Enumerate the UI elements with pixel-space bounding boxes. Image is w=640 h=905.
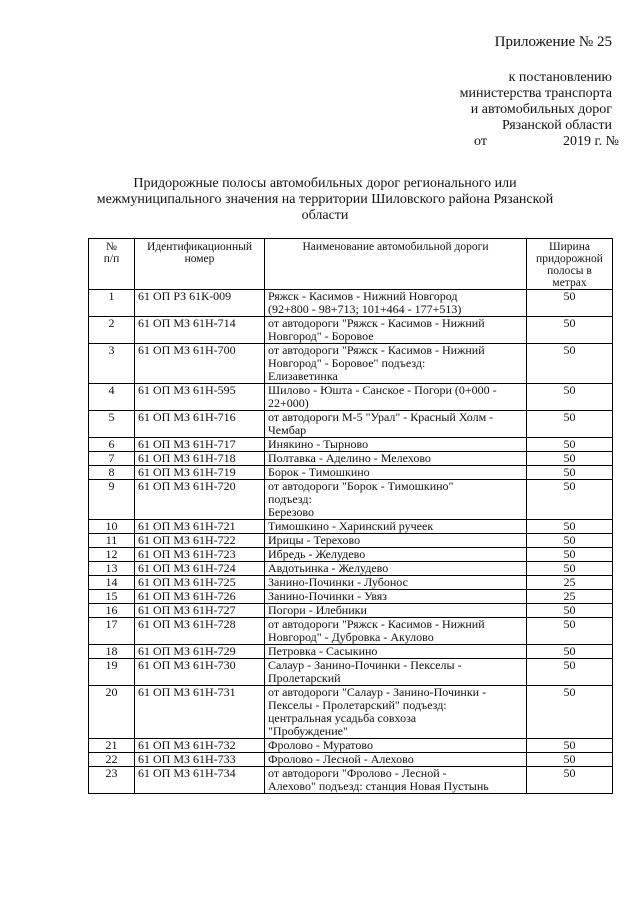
strip-width: 50: [527, 604, 613, 618]
road-name-line: от автодороги "Ряжск - Касимов - Нижний: [268, 316, 485, 330]
header-line: Ширина: [549, 241, 590, 253]
road-name: [265, 618, 527, 645]
strip-width: 50: [527, 686, 613, 739]
header-line: Наименование автомобильной дороги: [302, 241, 489, 253]
row-number: 11: [89, 534, 135, 548]
table-header-row: [89, 239, 613, 290]
row-number: 1: [89, 290, 135, 317]
road-id: 61 ОП РЗ 61К-009: [135, 290, 265, 317]
strip-width: 25: [527, 590, 613, 604]
road-id: 61 ОП МЗ 61Н-717: [135, 438, 265, 452]
road-name: [265, 767, 527, 794]
road-name: [265, 590, 527, 604]
strip-width: 50: [527, 618, 613, 645]
road-name-line: Петровка - Сасыкино: [268, 644, 378, 658]
strip-width: 50: [527, 384, 613, 411]
title-line: межмуниципального значения на территории Шиловского района Рязанской: [96, 192, 554, 207]
strip-width: 50: [527, 753, 613, 767]
road-name: [265, 659, 527, 686]
row-number: 9: [89, 480, 135, 520]
row-number: 13: [89, 562, 135, 576]
road-name-line: Пролетарский: [268, 671, 341, 685]
resolution-line: и автомобильных дорог: [470, 102, 612, 117]
road-id: 61 ОП МЗ 61Н-731: [135, 686, 265, 739]
header-line: метрах: [552, 277, 587, 289]
road-id: 61 ОП МЗ 61Н-716: [135, 411, 265, 438]
strip-width: 50: [527, 534, 613, 548]
road-name-line: Авдотьинка - Желудево: [268, 561, 389, 575]
date-suffix: 2019 г. №: [562, 134, 619, 149]
row-number: 8: [89, 466, 135, 480]
table-row: [89, 438, 613, 452]
table-row: [89, 739, 613, 753]
header-line: номер: [184, 253, 215, 265]
road-name-line: Елизаветинка: [268, 369, 338, 383]
road-name: [265, 520, 527, 534]
road-name: [265, 686, 527, 739]
table-row: [89, 659, 613, 686]
road-name: [265, 645, 527, 659]
resolution-block: [460, 70, 612, 134]
road-id: 61 ОП МЗ 61Н-733: [135, 753, 265, 767]
road-name: [265, 739, 527, 753]
road-name: [265, 344, 527, 384]
header-line: Идентификационный: [147, 241, 252, 253]
strip-width: 50: [527, 562, 613, 576]
strip-width: 50: [527, 466, 613, 480]
document-title: [90, 176, 560, 224]
road-name-line: Салаур - Занино-Починки - Пекселы -: [268, 658, 462, 672]
header-num: [89, 239, 135, 290]
road-id: 61 ОП МЗ 61Н-722: [135, 534, 265, 548]
row-number: 19: [89, 659, 135, 686]
strip-width: 50: [527, 739, 613, 753]
road-name-line: Березово: [268, 505, 314, 519]
row-number: 5: [89, 411, 135, 438]
road-name-line: Занино-Починки - Лубонос: [268, 575, 408, 589]
strip-width: 50: [527, 290, 613, 317]
row-number: 23: [89, 767, 135, 794]
road-name-line: Новгород" - Боровое" подъезд:: [268, 356, 426, 370]
date-prefix: от: [474, 134, 487, 149]
road-name: [265, 411, 527, 438]
header-line: полосы в: [547, 265, 592, 277]
road-name-line: от автодороги "Фролово - Лесной -: [268, 766, 447, 780]
title-line: Придорожные полосы автомобильных дорог регионального или: [133, 176, 517, 191]
road-name: [265, 384, 527, 411]
table-row: [89, 618, 613, 645]
road-name-line: подъезд:: [268, 492, 312, 506]
table-row: [89, 548, 613, 562]
strip-width: 50: [527, 438, 613, 452]
table-row: [89, 411, 613, 438]
road-id: 61 ОП МЗ 61Н-720: [135, 480, 265, 520]
road-name-line: Новгород" - Боровое: [268, 329, 374, 343]
date-line: [474, 134, 619, 150]
title-line: области: [301, 208, 349, 223]
strip-width: 50: [527, 317, 613, 344]
road-name-line: Ряжск - Касимов - Нижний Новгород: [268, 289, 458, 303]
road-id: 61 ОП МЗ 61Н-721: [135, 520, 265, 534]
row-number: 2: [89, 317, 135, 344]
resolution-line: Рязанской области: [501, 118, 612, 133]
road-name: [265, 317, 527, 344]
row-number: 10: [89, 520, 135, 534]
row-number: 14: [89, 576, 135, 590]
table-row: [89, 686, 613, 739]
road-name: [265, 548, 527, 562]
strip-width: 50: [527, 344, 613, 384]
road-id: 61 ОП МЗ 61Н-732: [135, 739, 265, 753]
road-name: [265, 466, 527, 480]
table-row: [89, 590, 613, 604]
table-row: [89, 466, 613, 480]
road-name: [265, 562, 527, 576]
road-id: 61 ОП МЗ 61Н-719: [135, 466, 265, 480]
road-name-line: от автодороги "Ряжск - Касимов - Нижний: [268, 343, 485, 357]
table-row: [89, 344, 613, 384]
road-name-line: Фролово - Лесной - Алехово: [268, 752, 414, 766]
header-id: [135, 239, 265, 290]
row-number: 7: [89, 452, 135, 466]
header-name: [265, 239, 527, 290]
road-name-line: Шилово - Юшта - Санское - Погори (0+000 -: [268, 383, 497, 397]
road-id: 61 ОП МЗ 61Н-728: [135, 618, 265, 645]
strip-width: 50: [527, 659, 613, 686]
row-number: 20: [89, 686, 135, 739]
road-id: 61 ОП МЗ 61Н-595: [135, 384, 265, 411]
road-id: 61 ОП МЗ 61Н-723: [135, 548, 265, 562]
road-id: 61 ОП МЗ 61Н-718: [135, 452, 265, 466]
road-name-line: Ибредь - Желудево: [268, 547, 366, 561]
road-name-line: Алехово" подъезд: станция Новая Пустынь: [268, 779, 489, 793]
row-number: 6: [89, 438, 135, 452]
road-name: [265, 753, 527, 767]
strip-width: 50: [527, 548, 613, 562]
table-row: [89, 562, 613, 576]
road-name-line: центральная усадьба совхоза: [268, 711, 417, 725]
road-id: 61 ОП МЗ 61Н-724: [135, 562, 265, 576]
road-name-line: Занино-Починки - Увяз: [268, 589, 387, 603]
road-id: 61 ОП МЗ 61Н-726: [135, 590, 265, 604]
strip-width: 25: [527, 576, 613, 590]
road-id: 61 ОП МЗ 61Н-725: [135, 576, 265, 590]
appendix-label: Приложение № 25: [494, 34, 612, 50]
road-name-line: Борок - Тимошкино: [268, 465, 370, 479]
road-name-line: Пекселы - Пролетарский" подъезд:: [268, 698, 447, 712]
table-row: [89, 767, 613, 794]
road-name: [265, 534, 527, 548]
road-name: [265, 290, 527, 317]
header-line: придорожной: [536, 253, 603, 265]
road-name-line: Погори - Илебники: [268, 603, 367, 617]
roads-table: [88, 238, 613, 794]
table-body: [89, 290, 613, 794]
road-name-line: от автодороги "Салаур - Занино-Починки -: [268, 685, 487, 699]
row-number: 16: [89, 604, 135, 618]
road-name-line: Полтавка - Аделино - Мелехово: [268, 451, 431, 465]
row-number: 12: [89, 548, 135, 562]
road-id: 61 ОП МЗ 61Н-730: [135, 659, 265, 686]
road-name: [265, 576, 527, 590]
road-name-line: (92+800 - 98+713; 101+464 - 177+513): [268, 302, 462, 316]
strip-width: 50: [527, 452, 613, 466]
table-row: [89, 753, 613, 767]
road-name-line: Чембар: [268, 423, 307, 437]
strip-width: 50: [527, 480, 613, 520]
resolution-line: к постановлению: [508, 70, 612, 85]
road-name: [265, 438, 527, 452]
road-name-line: Фролово - Муратово: [268, 738, 373, 752]
row-number: 4: [89, 384, 135, 411]
table-row: [89, 290, 613, 317]
header-line: п/п: [103, 253, 120, 265]
table-row: [89, 520, 613, 534]
road-name-line: от автодороги "Борок - Тимошкино": [268, 479, 454, 493]
road-name-line: Инякино - Тырново: [268, 437, 369, 451]
strip-width: 50: [527, 645, 613, 659]
road-id: 61 ОП МЗ 61Н-700: [135, 344, 265, 384]
road-name: [265, 452, 527, 466]
row-number: 15: [89, 590, 135, 604]
road-name-line: от автодороги "Ряжск - Касимов - Нижний: [268, 617, 485, 631]
row-number: 22: [89, 753, 135, 767]
table-row: [89, 384, 613, 411]
road-name-line: от автодороги М-5 "Урал" - Красный Холм -: [268, 410, 494, 424]
table-row: [89, 576, 613, 590]
road-name-line: Новгород" - Дубровка - Акулово: [268, 630, 434, 644]
row-number: 18: [89, 645, 135, 659]
row-number: 17: [89, 618, 135, 645]
road-id: 61 ОП МЗ 61Н-734: [135, 767, 265, 794]
strip-width: 50: [527, 767, 613, 794]
header-width: [527, 239, 613, 290]
header-line: №: [106, 241, 117, 253]
road-id: 61 ОП МЗ 61Н-727: [135, 604, 265, 618]
row-number: 21: [89, 739, 135, 753]
road-name-line: 22+000): [268, 396, 309, 410]
road-id: 61 ОП МЗ 61Н-714: [135, 317, 265, 344]
row-number: 3: [89, 344, 135, 384]
table-row: [89, 534, 613, 548]
road-id: 61 ОП МЗ 61Н-729: [135, 645, 265, 659]
table-row: [89, 604, 613, 618]
table-row: [89, 480, 613, 520]
resolution-line: министерства транспорта: [459, 86, 612, 101]
table-row: [89, 645, 613, 659]
table-row: [89, 452, 613, 466]
road-name: [265, 604, 527, 618]
road-name-line: Ирицы - Терехово: [268, 533, 361, 547]
road-name-line: "Пробуждение": [268, 724, 348, 738]
strip-width: 50: [527, 520, 613, 534]
table-row: [89, 317, 613, 344]
road-name: [265, 480, 527, 520]
road-name-line: Тимошкино - Харинский ручеек: [268, 519, 434, 533]
strip-width: 50: [527, 411, 613, 438]
